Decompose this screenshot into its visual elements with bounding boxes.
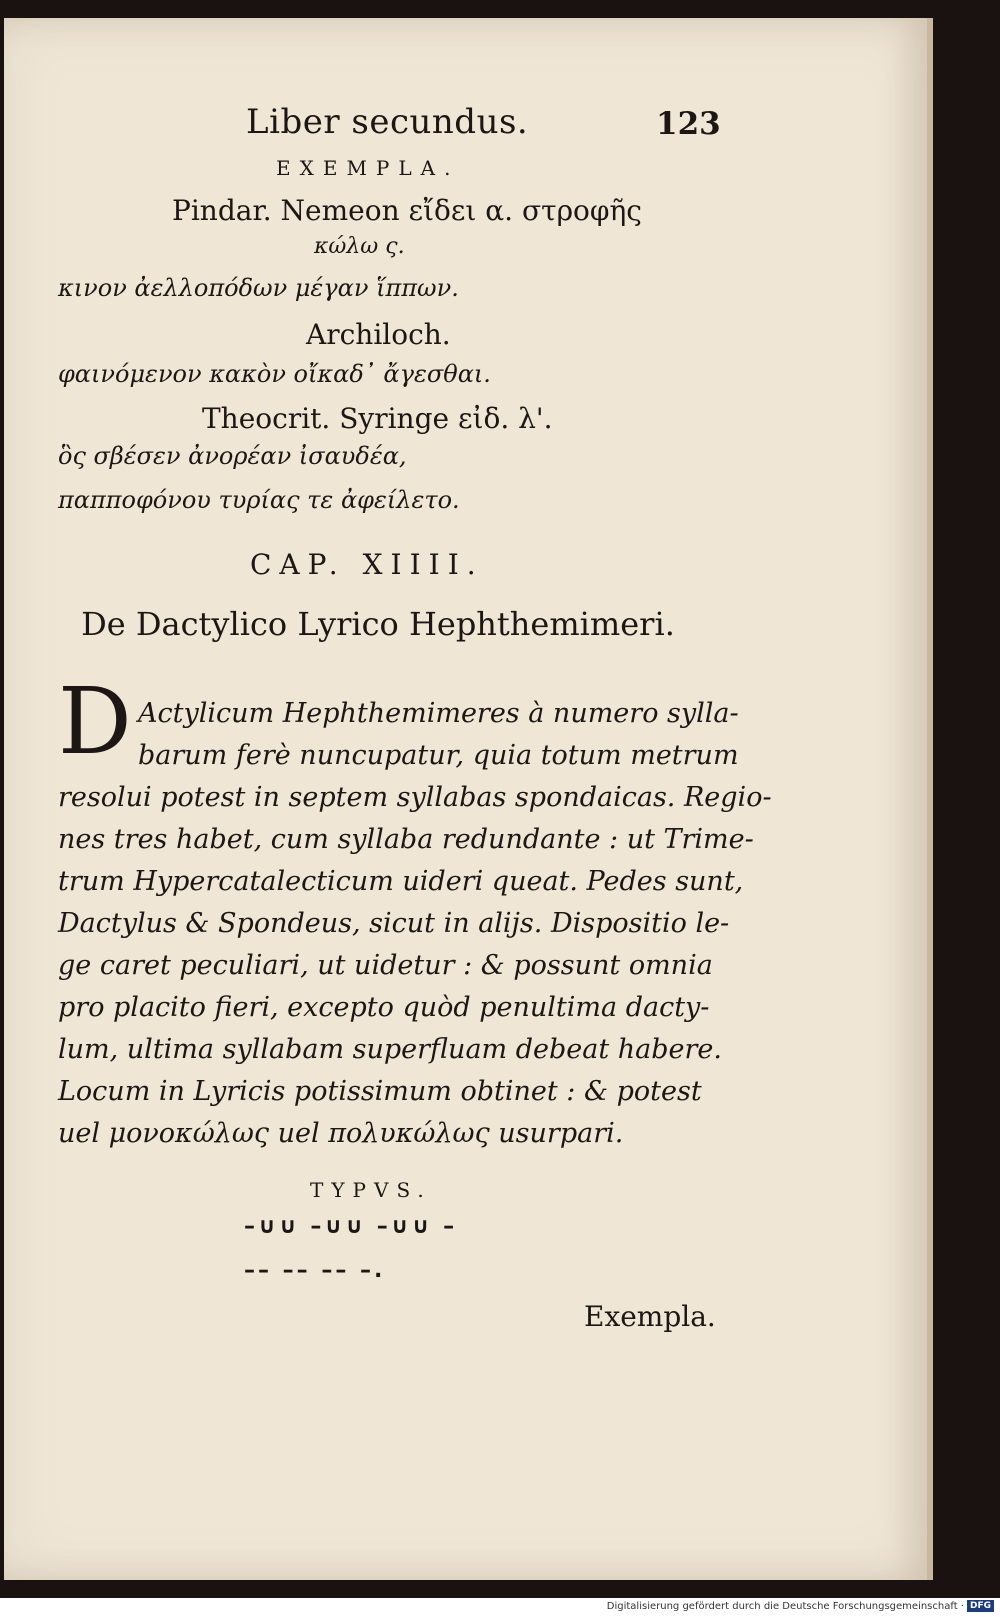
footer-text: Digitalisierung gefördert durch die Deutsche Forschungsgemeinschaft · xyxy=(606,1600,964,1612)
book-page xyxy=(4,18,933,1580)
dfg-footer xyxy=(607,1600,994,1612)
body-line: Dactylus & Spondeus, sicut in alijs. Dispositio le- xyxy=(58,908,730,939)
typus-heading: TYPVS. xyxy=(310,1178,432,1202)
theocrit-source: Theocrit. Syringe εἰδ. λ'. xyxy=(202,402,553,435)
body-line: trum Hypercatalecticum uideri queat. Pedes sunt, xyxy=(58,866,744,897)
drop-cap: D xyxy=(58,668,132,775)
body-line: nes tres habet, cum syllaba redundante : ut Trime- xyxy=(58,824,754,855)
section-title: De Dactylico Lyrico Hephthemimeri. xyxy=(81,605,675,643)
metrical-scheme-line-2: –– –– –– –. xyxy=(244,1258,386,1283)
body-line: Locum in Lyricis potissimum obtinet : & potest xyxy=(58,1076,702,1107)
page-number: 123 xyxy=(656,106,721,142)
body-line: uel μονοκώλως uel πολυκώλως usurpari. xyxy=(58,1118,624,1149)
chapter-label: CAP. XIIII. xyxy=(250,548,484,581)
archiloch-source: Archiloch. xyxy=(306,318,451,351)
theocrit-greek-line-2: παπποφόνου τυρίας τε ἀφείλετο. xyxy=(58,486,460,514)
body-line: resolui potest in septem syllabas spondaicas. Regio- xyxy=(58,782,772,813)
body-line: Actylicum Hephthemimeres à numero sylla- xyxy=(138,698,739,729)
body-line: barum ferè nuncupatur, quia totum metrum xyxy=(138,740,739,771)
pindar-greek-line-1: κώλω ς. xyxy=(314,234,405,259)
archiloch-greek-line: φαινόμενον κακὸν οἴκαδ᾽ ἄγεσθαι. xyxy=(58,360,491,388)
running-header: Liber secundus. xyxy=(246,102,529,142)
catchword: Exempla. xyxy=(584,1300,716,1333)
pindar-greek-line-2: κινον ἀελλοπόδων μέγαν ἵππων. xyxy=(58,274,459,302)
body-line: lum, ultima syllabam superfluam debeat habere. xyxy=(58,1034,722,1065)
dfg-logo-icon: DFG xyxy=(967,1600,994,1612)
exempla-heading: EXEMPLA. xyxy=(276,156,460,180)
body-line: pro placito fieri, excepto quòd penultima dacty- xyxy=(58,992,710,1023)
body-line: ge caret peculiari, ut uidetur : & possunt omnia xyxy=(58,950,713,981)
theocrit-greek-line-1: ὃς σβέσεν ἀνορέαν ἰσαυδέα, xyxy=(58,442,407,470)
metrical-scheme-line-1: –∪∪ –∪∪ –∪∪ – xyxy=(244,1214,458,1239)
pindar-source: Pindar. Nemeon εἴδει α. στροφῆς xyxy=(172,194,642,227)
